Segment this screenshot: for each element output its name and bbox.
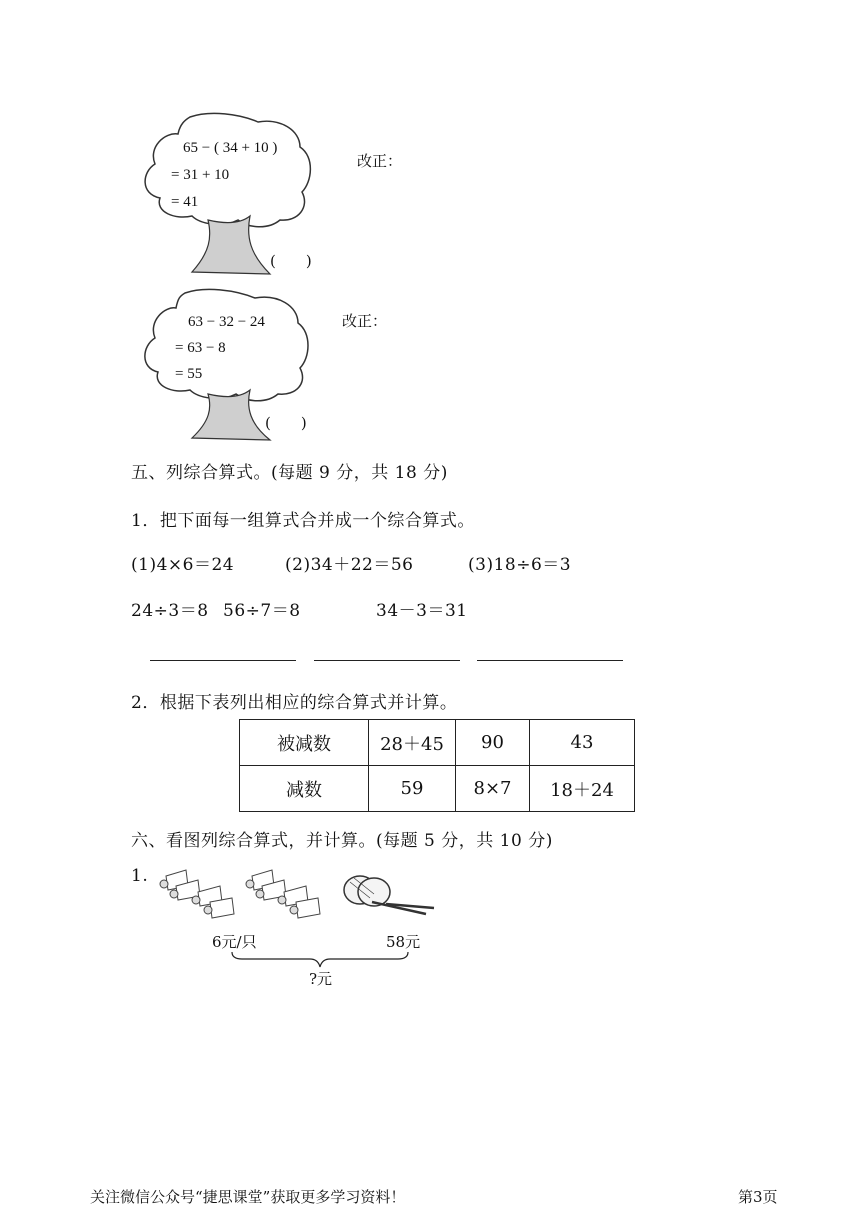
- section-5-q2-prompt: 2．根据下表列出相应的综合算式并计算。: [131, 693, 458, 713]
- subtraction-table: [239, 719, 635, 812]
- table-cell: 减数: [240, 766, 369, 812]
- table-cell: 被减数: [240, 720, 369, 766]
- q1-expr-2b: 56÷7＝8: [223, 601, 301, 621]
- answer-blank-2[interactable]: [314, 660, 460, 661]
- racket-price: 58元: [386, 933, 421, 951]
- table-cell: 90: [456, 720, 530, 766]
- tree-2-line-1: 63 − 32 − 24: [188, 314, 265, 330]
- tree-1-line-1: 65 − ( 34 + 10 ): [183, 140, 278, 156]
- answer-blank-1[interactable]: [150, 660, 296, 661]
- tree-2-correction-label: 改正：: [342, 312, 388, 330]
- q1-expr-3a: (3)18÷6＝3: [468, 555, 572, 575]
- table-cell: 8×7: [456, 766, 530, 812]
- shuttlecock-price: 6元/只: [212, 933, 257, 951]
- table-cell: 28＋45: [369, 720, 456, 766]
- table-cell: 43: [530, 720, 635, 766]
- total-unknown: ?元: [309, 970, 333, 988]
- q1-expr-3b: 34－3＝31: [376, 601, 468, 621]
- q1-expr-1a: (1)4×6＝24: [131, 555, 235, 575]
- section-5-q1-prompt: 1．把下面每一组算式合并成一个综合算式。: [131, 511, 475, 531]
- section-6-q1-number: 1.: [131, 866, 149, 886]
- q1-expr-1b: 24÷3＝8: [131, 601, 209, 621]
- table-cell: 18＋24: [530, 766, 635, 812]
- tree-2-line-3: = 55: [175, 366, 203, 382]
- tree-2-line-2: = 63 − 8: [175, 340, 226, 356]
- footer-promo: 关注微信公众号“捷思课堂”获取更多学习资料！: [90, 1188, 406, 1206]
- shuttlecock-icon: [244, 868, 324, 924]
- q1-expr-2a: (2)34＋22＝56: [285, 555, 414, 575]
- answer-blank-3[interactable]: [477, 660, 623, 661]
- section-6-heading: 六、看图列综合算式，并计算。(每题 5 分，共 10 分): [131, 831, 553, 851]
- total-brace: [230, 950, 410, 970]
- tree-2-answer-paren[interactable]: ( ): [265, 414, 307, 432]
- shuttlecock-icon: [158, 868, 238, 924]
- table-cell: 59: [369, 766, 456, 812]
- badminton-racket-icon: [338, 872, 438, 922]
- section-5-heading: 五、列综合算式。(每题 9 分，共 18 分): [131, 463, 448, 483]
- tree-1-line-3: = 41: [171, 194, 199, 210]
- tree-1-line-2: = 31 + 10: [171, 167, 230, 183]
- tree-1-correction-label: 改正：: [357, 152, 403, 170]
- tree-1-answer-paren[interactable]: ( ): [270, 252, 312, 270]
- page-number: 第3页: [738, 1188, 778, 1206]
